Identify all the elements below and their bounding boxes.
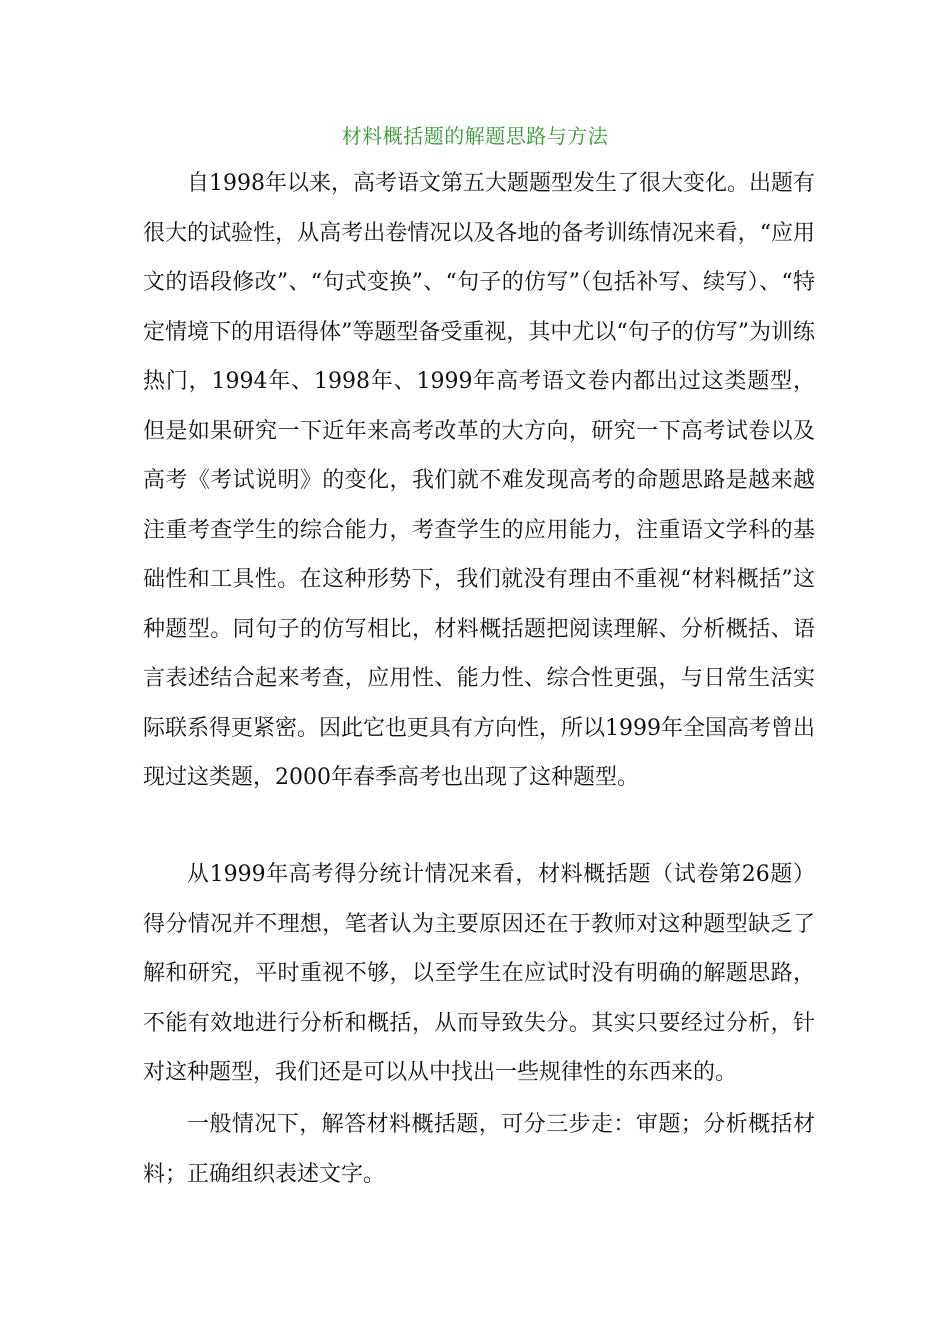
paragraph-block-2: [143, 850, 815, 1098]
paragraph: 自1998年以来，高考语文第五大题题型发生了很大变化。出题有很大的试验性，从高考出卷情况以及各地的备考训练情况来看，“应用文的语段修改”、“句式变换”、“句子的仿写”（包括补写、续写）、“特定情境下的用语得体”等题型备受重视，其中尤以“句子的仿写”为训练热门，1994年、1998年、1999年高考语文卷内都出过这类题型，但是如果研究一下近年来高考改革的大方向，研究一下高考试卷以及高考《考试说明》的变化，我们就不难发现高考的命题思路是越来越注重考查学生的综合能力，考查学生的应用能力，注重语文学科的基础性和工具性。在这种形势下，我们就没有理由不重视“材料概括”这种题型。同句子的仿写相比，材料概括题把阅读理解、分析概括、语言表述结合起来考查，应用性、能力性、综合性更强，与日常生活实际联系得更紧密。因此它也更具有方向性，所以1999年全国高考曾出现过这类题，2000年春季高考也出现了这种题型。: [143, 171, 815, 790]
paragraph: 从1999年高考得分统计情况来看，材料概括题（试卷第26题）得分情况并不理想，笔者认为主要原因还在于教师对这种题型缺乏了解和研究，平时重视不够，以至学生在应试时没有明确的解题思路，不能有效地进行分析和概括，从而导致失分。其实只要经过分析，针对这种题型，我们还是可以从中找出一些规律性的东西来的。: [143, 862, 815, 1085]
paragraph-block-3: [143, 1100, 815, 1199]
paragraph: 一般情况下，解答材料概括题，可分三步走：审题；分析概括材料；正确组织表述文字。: [143, 1112, 815, 1187]
paragraph-block-1: [143, 159, 815, 803]
document-title: 材料概括题的解题思路与方法: [341, 124, 609, 148]
